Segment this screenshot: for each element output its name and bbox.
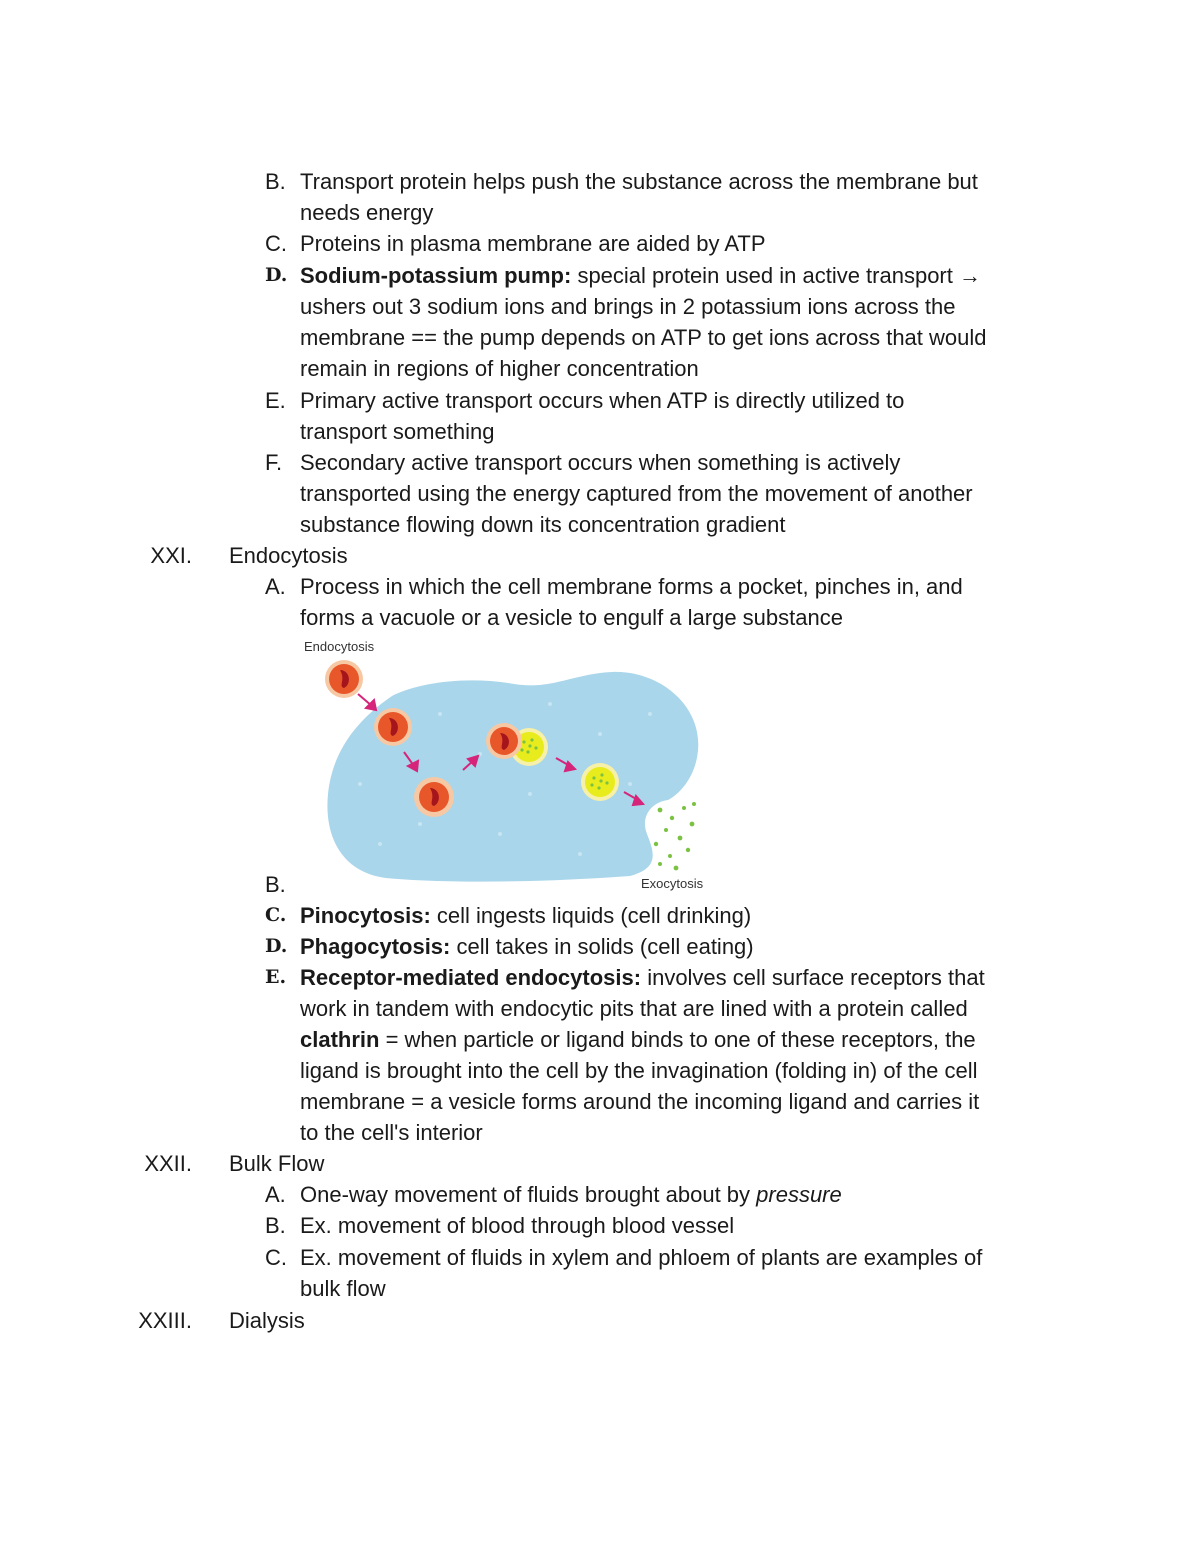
endocytosis-e-text-cont <box>300 1024 976 1055</box>
cell-body <box>327 672 698 882</box>
endocytosis-e-text-cont: work in tandem with endocytic pits that are lined with a protein called <box>300 996 968 1021</box>
endocytosis-item-c <box>300 900 751 931</box>
bulk-flow-marker-b: B. <box>265 1213 286 1238</box>
endocytosis-e-text-cont: to the cell's interior <box>300 1120 483 1145</box>
list-item-d-text-cont: membrane == the pump depends on ATP to get ions across that would <box>300 325 987 350</box>
list-item-f-text-cont: transported using the energy captured from the movement of another <box>300 481 973 506</box>
bulk-flow-a-text: One-way movement of fluids brought about by <box>300 1182 757 1207</box>
vesicle-inside <box>414 777 454 817</box>
endocytosis-e-text: involves cell surface receptors that <box>641 965 985 990</box>
endocytosis-e-text-cont: membrane = a vesicle forms around the incoming ligand and carries it <box>300 1089 980 1114</box>
list-item-d-text: special protein used in active transport → <box>571 263 981 288</box>
released-particles <box>654 802 696 870</box>
endocytosis-e-text-cont: ligand is brought into the cell by the invagination (folding in) of the cell <box>300 1058 978 1083</box>
list-marker-b: B. <box>265 169 286 194</box>
term-receptor-mediated-endocytosis: Receptor-mediated endocytosis: <box>300 965 642 990</box>
list-item-c-text: Proteins in plasma membrane are aided by ATP <box>300 231 766 256</box>
list-item-d-text-cont: remain in regions of higher concentration <box>300 356 699 381</box>
list-item-e-text-cont: transport something <box>300 419 495 444</box>
list-item-f-text: Secondary active transport occurs when something is actively <box>300 450 901 475</box>
endocytosis-marker-d: D. <box>265 935 288 957</box>
endocytosis-c-text: cell ingests liquids (cell drinking) <box>430 903 752 928</box>
section-numeral-xxiii: XXIII. <box>138 1308 192 1333</box>
term-pinocytosis: Pinocytosis: <box>300 903 431 928</box>
label-exocytosis: Exocytosis <box>641 876 704 891</box>
vesicle-forming <box>374 708 412 746</box>
term-pressure: pressure <box>756 1182 842 1207</box>
list-item-b-text: Transport protein helps push the substance across the membrane but <box>300 169 978 194</box>
bulk-flow-marker-c: C. <box>265 1245 287 1270</box>
section-title-bulk-flow: Bulk Flow <box>229 1151 325 1176</box>
list-marker-f: F. <box>265 450 283 475</box>
bulk-flow-b-text: Ex. movement of blood through blood vessel <box>300 1213 735 1238</box>
list-item-d-text-cont: ushers out 3 sodium ions and brings in 2 potassium ions across the <box>300 294 956 319</box>
bulk-flow-c-text-cont: bulk flow <box>300 1276 386 1301</box>
digested-vesicle <box>581 763 619 801</box>
list-marker-d: D. <box>265 264 288 286</box>
endocytosis-a-text-cont: forms a vacuole or a vesicle to engulf a large substance <box>300 605 843 630</box>
list-marker-c: C. <box>265 231 287 256</box>
section-numeral-xxii: XXII. <box>144 1151 192 1176</box>
endocytosis-item-d <box>300 931 754 962</box>
particle-outside <box>325 660 363 698</box>
bulk-flow-c-text: Ex. movement of fluids in xylem and phloem of plants are examples of <box>300 1245 983 1270</box>
section-title-endocytosis: Endocytosis <box>229 543 348 568</box>
endocytosis-marker-e: E. <box>265 966 287 988</box>
list-marker-e: E. <box>265 388 286 413</box>
endocytosis-marker-a: A. <box>265 574 286 599</box>
endocytosis-item-e <box>300 962 985 993</box>
endocytosis-marker-c: C. <box>265 904 287 926</box>
term-phagocytosis: Phagocytosis: <box>300 934 451 959</box>
endocytosis-exocytosis-diagram <box>300 634 720 896</box>
endocytosis-marker-b: B. <box>265 872 286 897</box>
list-item-e-text: Primary active transport occurs when ATP is directly utilized to <box>300 388 905 413</box>
endocytosis-e-text: = when particle or ligand binds to one of these receptors, the <box>379 1027 976 1052</box>
term-clathrin: clathrin <box>300 1027 380 1052</box>
term-sodium-potassium-pump: Sodium-potassium pump: <box>300 263 572 288</box>
endocytosis-a-text: Process in which the cell membrane forms a pocket, pinches in, and <box>300 574 963 599</box>
endocytosis-d-text: cell takes in solids (cell eating) <box>450 934 754 959</box>
bulk-flow-item-a <box>300 1179 842 1210</box>
section-numeral-xxi: XXI. <box>150 543 192 568</box>
list-item-b-text-cont: needs energy <box>300 200 434 225</box>
bulk-flow-marker-a: A. <box>265 1182 286 1207</box>
label-endocytosis: Endocytosis <box>304 639 375 654</box>
section-title-dialysis: Dialysis <box>229 1308 305 1333</box>
list-item-f-text-cont: substance flowing down its concentration gradient <box>300 512 786 537</box>
list-item-d <box>300 260 981 291</box>
